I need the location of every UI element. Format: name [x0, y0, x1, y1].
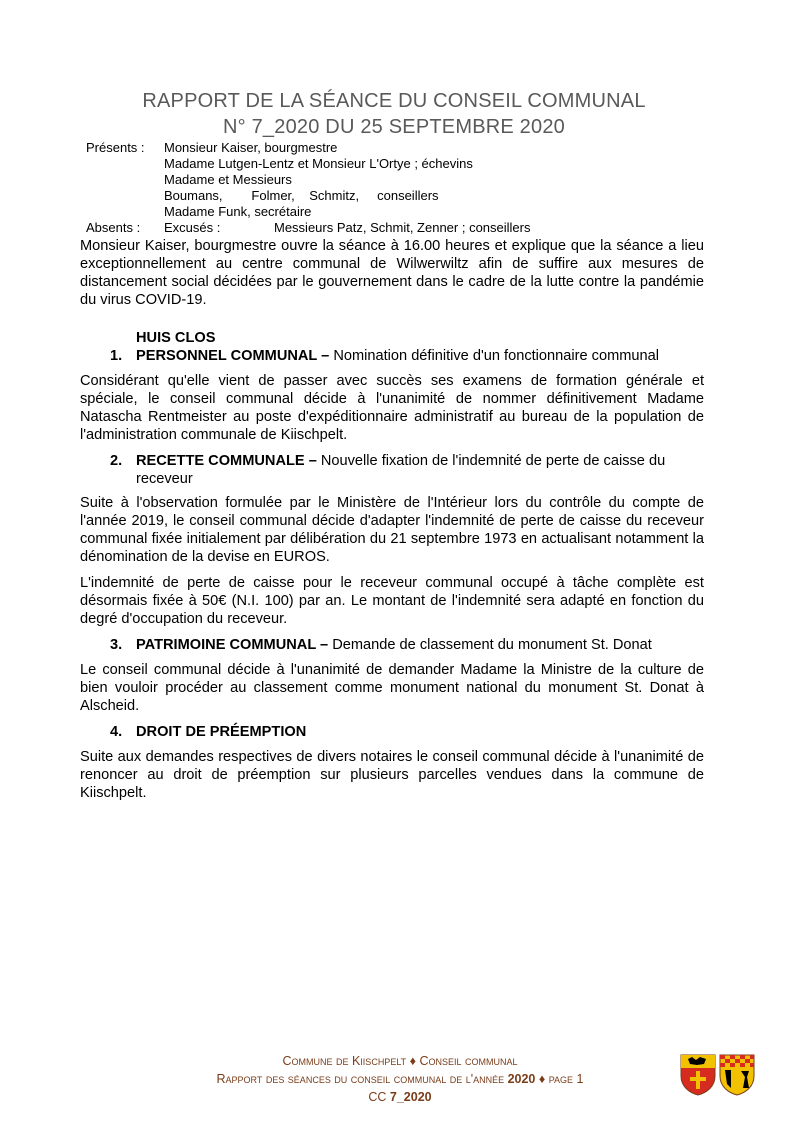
item-paragraph: Le conseil communal décide à l'unanimité de demander Madame la Ministre de la culture de bien vouloir procéder au classement comme monument national du monument St. Donat à Alscheid. — [80, 662, 704, 714]
present-line: Madame Funk, secrétaire — [164, 204, 312, 219]
footer-report-label: Rapport des séances du conseil communal de l'année — [216, 1072, 508, 1086]
item-paragraph: Considérant qu'elle vient de passer avec succès ses examens de formation générale et spéciale, le conseil communal décide à l'unanimité de nommer définitivement Madame Natascha Rentmeister au poste d'expéditionnaire administratif au bureau de la population de l'administration communale de Kiischpelt. — [80, 373, 704, 443]
present-line: Madame et Messieurs — [164, 172, 292, 187]
item-title: DROIT DE PRÉEMPTION — [136, 724, 307, 740]
present-label: Présents : — [86, 140, 145, 155]
coat-of-arms-wilwerwiltz-icon — [719, 1054, 755, 1096]
footer-separator: ♦ — [406, 1054, 420, 1068]
item-title: PERSONNEL COMMUNAL – — [136, 348, 330, 364]
absent-label: Absents : — [86, 220, 141, 235]
present-line: Monsieur Kaiser, bourgmestre — [164, 140, 338, 155]
item-title-line — [136, 723, 696, 741]
coat-of-arms-kautenbach-icon — [680, 1054, 716, 1096]
item-heading — [110, 723, 710, 741]
footer-separator: ♦ — [535, 1072, 549, 1086]
item-subtitle: Nouvelle fixation de l'indemnité de perte de caisse du receveur — [136, 453, 666, 487]
item-heading — [110, 347, 710, 365]
present-line: Madame Lutgen-Lentz et Monsieur L'Ortye ; échevins — [164, 156, 473, 171]
footer-code: 7_2020 — [389, 1090, 432, 1104]
item-paragraph: Suite aux demandes respectives de divers notaires le conseil communal décide à l'unanimité de renoncer au droit de préemption sur plusieurs parcelles vendues dans la commune de Kiischpelt. — [80, 749, 704, 801]
footer-line-commune — [120, 1053, 680, 1069]
item-heading — [110, 452, 710, 488]
present-line: Boumans, Folmer, Schmitz, conseillers — [164, 188, 439, 203]
item-title-line — [136, 347, 696, 365]
footer-code-prefix: CC — [368, 1090, 390, 1104]
item-title-line — [136, 636, 696, 654]
item-number: 3. — [110, 637, 123, 653]
item-title: RECETTE COMMUNALE – — [136, 453, 317, 469]
excused-label: Excusés : — [164, 220, 221, 235]
footer-line-code — [120, 1089, 680, 1105]
item-number: 2. — [110, 453, 123, 469]
item-number: 4. — [110, 724, 123, 740]
huis-clos-heading: HUIS CLOS — [136, 330, 216, 346]
footer-commune: Commune de Kiischpelt — [282, 1054, 407, 1068]
intro-paragraph: Monsieur Kaiser, bourgmestre ouvre la séance à 16.00 heures et explique que la séance a lieu exceptionnellement au centre communal de Wilwerwiltz afin de suffire aux mesures de distancement social décidées par le gouvernement dans le cadre de la lutte contre la pandémie du virus COVID-19. — [80, 238, 704, 308]
footer-council: Conseil communal — [419, 1054, 518, 1068]
footer-page: page 1 — [548, 1072, 584, 1086]
item-paragraph: Suite à l'observation formulée par le Ministère de l'Intérieur lors du contrôle du compte de l'année 2019, le conseil communal décide d'adapter l'indemnité de perte de caisse du receveur communal fixée initialement par délibération du 21 septembre 1973 en actualisant notamment la dénomination de la devise en EUROS. — [80, 495, 704, 565]
item-heading — [110, 636, 710, 654]
report-title: RAPPORT DE LA SÉANCE DU CONSEIL COMMUNAL — [142, 90, 646, 112]
item-title-line — [136, 452, 702, 488]
footer-line-report — [120, 1071, 680, 1087]
item-title: PATRIMOINE COMMUNAL – — [136, 637, 329, 653]
item-number: 1. — [110, 348, 123, 364]
report-number-date: N° 7_2020 DU 25 SEPTEMBRE 2020 — [223, 116, 565, 138]
item-paragraph: L'indemnité de perte de caisse pour le receveur communal occupé à tâche complète est désormais fixée à 50€ (N.I. 100) par an. Le montant de l'indemnité sera adapté en fonction du degré d'occupation du receveur. — [80, 575, 704, 627]
item-subtitle: Demande de classement du monument St. Donat — [328, 637, 652, 653]
footer-year: 2020 — [507, 1072, 536, 1086]
item-subtitle: Nomination définitive d'un fonctionnaire communal — [329, 348, 659, 364]
excused-names: Messieurs Patz, Schmit, Zenner ; conseillers — [274, 220, 531, 235]
